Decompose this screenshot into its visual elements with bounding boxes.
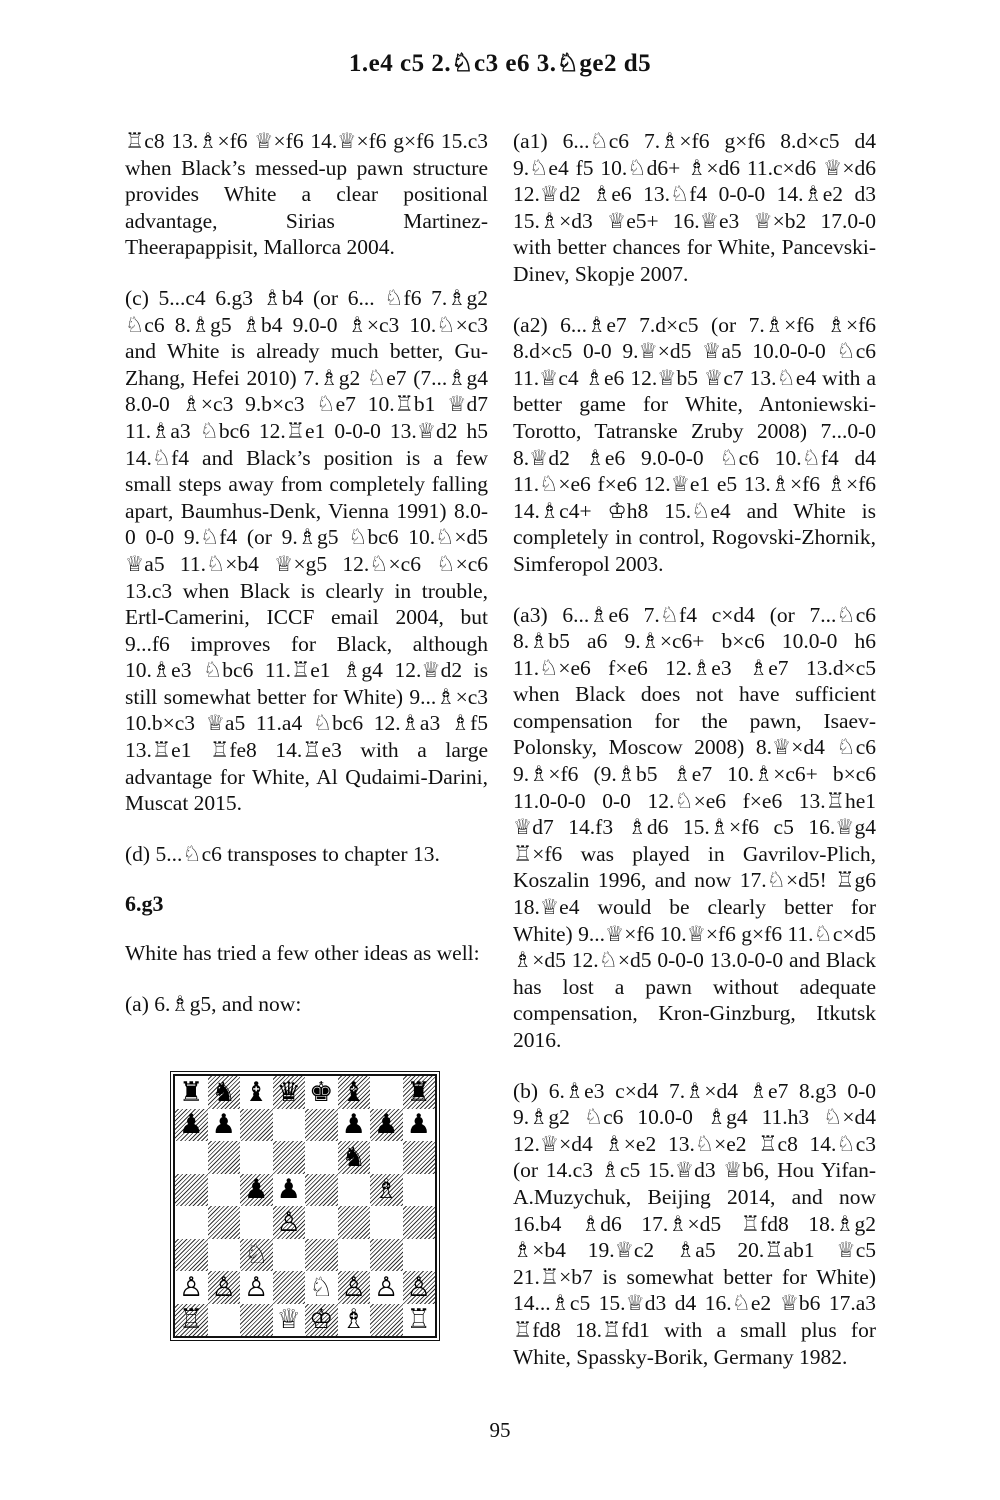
board-square xyxy=(403,1141,436,1174)
chess-piece: ♖ xyxy=(406,1304,431,1336)
board-square xyxy=(273,1141,306,1174)
chess-piece: ♟ xyxy=(276,1174,301,1206)
board-square xyxy=(305,1076,338,1109)
board-square xyxy=(370,1109,403,1142)
board-square xyxy=(338,1174,371,1207)
chess-piece: ♝ xyxy=(341,1076,366,1108)
chess-piece: ♙ xyxy=(341,1271,366,1303)
chess-piece: ♙ xyxy=(211,1271,236,1303)
board-square xyxy=(305,1304,338,1337)
chess-piece: ♔ xyxy=(309,1304,334,1336)
board-square xyxy=(240,1206,273,1239)
board-square xyxy=(273,1206,306,1239)
chess-piece: ♕ xyxy=(276,1304,301,1336)
chess-piece: ♙ xyxy=(244,1271,269,1303)
board-square xyxy=(175,1174,208,1207)
chess-piece: ♗ xyxy=(341,1304,366,1336)
board-square xyxy=(273,1239,306,1272)
page-number: 95 xyxy=(489,1418,511,1442)
chess-piece: ♝ xyxy=(244,1076,269,1108)
board-square xyxy=(208,1304,241,1337)
page-title: 1.e4 c5 2.♘c3 e6 3.♘ge2 d5 xyxy=(348,50,652,77)
board-square xyxy=(208,1271,241,1304)
board-square xyxy=(305,1271,338,1304)
paragraph: (a3) 6...♗e6 7.♘f4 c×d4 (or 7...♘c6 8.♗b5 a6 9.♗×c6+ b×c6 10.0-0 h6 11.♘×e6 f×e6 12.♗e3 ♗e7 13.d×c5 when Black does not have sufficient compensation for the pawn, Isaev-Polonsky, Moscow 2008) 8.♕×d4 ♘c6 9.♗×f6 (9.♗b5 ♗e7 10.♗×c6+ b×c6 11.0-0-0 0-0 12.♘×e6 f×e6 13.♖he1 ♕d7 14.f3 ♗d6 15.♗×f6 c5 16.♕g4 ♖×f6 was played in Gavrilov-Plich, Koszalin 1996, and now 17.♘×d5! ♖g6 18.♕e4 would be clearly better for White) 9...♕×f6 10.♕×f6 g×f6 11.♘c×d5 ♗×d5 12.♘×d5 0-0-0 13.0-0-0 and Black has lost a pawn without adequate compensation, Kron-Ginzburg, Itkutsk 2016. xyxy=(513,602,876,1052)
board-square xyxy=(175,1304,208,1337)
board-square xyxy=(240,1271,273,1304)
board-square xyxy=(370,1174,403,1207)
chess-piece: ♟ xyxy=(374,1109,399,1141)
chess-piece: ♙ xyxy=(179,1271,204,1303)
left-column xyxy=(125,128,488,1041)
board-square xyxy=(240,1141,273,1174)
board-square xyxy=(175,1109,208,1142)
chess-piece: ♖ xyxy=(179,1304,204,1336)
board-square xyxy=(338,1109,371,1142)
board-square xyxy=(273,1271,306,1304)
board-square xyxy=(240,1076,273,1109)
chess-piece: ♙ xyxy=(406,1271,431,1303)
board-square xyxy=(240,1239,273,1272)
chess-piece: ♚ xyxy=(309,1076,334,1108)
board-square xyxy=(305,1174,338,1207)
chess-piece: ♜ xyxy=(179,1076,204,1108)
paragraph: (a1) 6...♘c6 7.♗×f6 g×f6 8.d×c5 d4 9.♘e4 f5 10.♘d6+ ♗×d6 11.c×d6 ♕×d6 12.♕d2 ♗e6 13.♘f4 0-0-0 14.♗e2 d3 15.♗×d3 ♕e5+ 16.♕e3 ♕×b2 17.0-0 with better chances for White, Pancevski-Dinev, Skopje 2007. xyxy=(513,129,876,286)
board-square xyxy=(175,1076,208,1109)
board-square xyxy=(208,1076,241,1109)
paragraph: ♖c8 13.♗×f6 ♕×f6 14.♕×f6 g×f6 15.c3 when Black’s messed-up pawn structure provides White a clear positional advantage, Sirias Martinez-Theerapappisit, Mallorca 2004. xyxy=(125,129,488,260)
board-square xyxy=(370,1304,403,1337)
board-square xyxy=(175,1271,208,1304)
paragraph: (a) 6.♗g5, and now: xyxy=(125,991,302,1016)
board-square xyxy=(273,1076,306,1109)
chess-piece: ♟ xyxy=(406,1109,431,1141)
board-square xyxy=(370,1141,403,1174)
chess-board xyxy=(173,1074,437,1338)
paragraph: (d) 5...♘c6 transposes to chapter 13. xyxy=(125,841,440,866)
board-square xyxy=(370,1271,403,1304)
right-column xyxy=(513,128,876,1394)
board-square xyxy=(370,1206,403,1239)
chess-piece: ♟ xyxy=(211,1109,236,1141)
board-square xyxy=(240,1174,273,1207)
chess-piece: ♗ xyxy=(374,1174,399,1206)
board-square xyxy=(338,1206,371,1239)
paragraph: (a2) 6...♗e7 7.d×c5 (or 7.♗×f6 ♗×f6 8.d×c5 0-0 9.♕×d5 ♕a5 10.0-0-0 ♘c6 11.♕c4 ♗e6 12.♕b5 ♕c7 13.♘e4 with a better game for White, Antoniewski-Torotto, Tatranske Zruby 2008) 7...0-0 8.♕d2 ♗e6 9.0-0-0 ♘c6 10.♘f4 d4 11.♘×e6 f×e6 12.♕e1 e5 13.♗×f6 ♗×f6 14.♗c4+ ♔h8 15.♘e4 and White is completely in control, Rogovski-Zhornik, Simferopol 2003. xyxy=(513,312,876,576)
chess-piece: ♘ xyxy=(309,1271,334,1303)
board-square xyxy=(208,1174,241,1207)
move-heading: 6.g3 xyxy=(125,891,164,917)
chess-piece: ♞ xyxy=(211,1076,236,1108)
board-square xyxy=(175,1239,208,1272)
board-square xyxy=(208,1109,241,1142)
chess-piece: ♞ xyxy=(341,1141,366,1173)
paragraph: (c) 5...c4 6.g3 ♗b4 (or 6... ♘f6 7.♗g2 ♘c6 8.♗g5 ♗b4 9.0-0 ♗×c3 10.♘×c3 and White is already much better, Gu-Zhang, Hefei 2010) 7.♗g2 ♘e7 (7...♗g4 8.0-0 ♗×c3 9.b×c3 ♘e7 10.♖b1 ♕d7 11.♗a3 ♘bc6 12.♖e1 0-0-0 13.♕d2 h5 14.♘f4 and Black’s position is a few small steps away from completely falling apart, Baumhus-Denk, Vienna 1991) 8.0-0 0-0 9.♘f4 (or 9.♗g5 ♘bc6 10.♘×d5 ♕a5 11.♘×b4 ♕×g5 12.♘×c6 ♘×c6 13.c3 when Black is clearly in trouble, Ertl-Camerini, ICCF email 2004, but 9...f6 improves for Black, although 10.♗e3 ♘bc6 11.♖e1 ♗g4 12.♕d2 is still somewhat better for White) 9...♗×c3 10.b×c3 ♕a5 11.a4 ♘bc6 12.♗a3 ♗f5 13.♖e1 ♖fe8 14.♖e3 with a large advantage for White, Al Qudaimi-Darini, Muscat 2015. xyxy=(125,285,488,816)
board-square xyxy=(403,1271,436,1304)
board-square xyxy=(175,1141,208,1174)
board-square xyxy=(370,1239,403,1272)
chess-piece: ♟ xyxy=(244,1174,269,1206)
chess-piece: ♜ xyxy=(406,1076,431,1108)
board-square xyxy=(338,1239,371,1272)
board-square xyxy=(403,1239,436,1272)
board-square xyxy=(403,1109,436,1142)
board-square xyxy=(273,1174,306,1207)
board-square xyxy=(305,1206,338,1239)
board-square xyxy=(208,1206,241,1239)
board-square xyxy=(208,1141,241,1174)
chess-piece: ♙ xyxy=(276,1206,301,1238)
chess-diagram xyxy=(170,1071,440,1341)
board-square xyxy=(175,1206,208,1239)
board-square xyxy=(370,1076,403,1109)
board-square xyxy=(338,1271,371,1304)
board-square xyxy=(403,1076,436,1109)
board-square xyxy=(403,1174,436,1207)
board-square xyxy=(338,1076,371,1109)
paragraph: (b) 6.♗e3 c×d4 7.♗×d4 ♗e7 8.g3 0-0 9.♗g2 ♘c6 10.0-0 ♗g4 11.h3 ♘×d4 12.♕×d4 ♗×e2 13.♘×e2 ♖c8 14.♘c3 (or 14.c3 ♗c5 15.♕d3 ♕b6, Hou Yifan-A.Muzychuk, Beijing 2014, and now 16.b4 ♗d6 17.♗×d5 ♖fd8 18.♗g2 ♗×b4 19.♕c2 ♗a5 20.♖ab1 ♕c5 21.♖×b7 is somewhat better for White) 14...♗c5 15.♕d3 d4 16.♘e2 ♕b6 17.a3 ♖fd8 18.♖fd1 with a small plus for White, Spassky-Borik, Germany 1982. xyxy=(513,1078,876,1369)
paragraph: White has tried a few other ideas as well: xyxy=(125,941,480,966)
board-square xyxy=(208,1239,241,1272)
chess-piece: ♟ xyxy=(179,1109,204,1141)
chess-piece: ♛ xyxy=(276,1076,301,1108)
chess-piece: ♙ xyxy=(374,1271,399,1303)
board-square xyxy=(338,1141,371,1174)
board-square xyxy=(305,1239,338,1272)
chess-piece: ♟ xyxy=(341,1109,366,1141)
board-square xyxy=(273,1109,306,1142)
board-square xyxy=(240,1304,273,1337)
board-square xyxy=(305,1109,338,1142)
chess-piece: ♘ xyxy=(244,1239,269,1271)
board-square xyxy=(273,1304,306,1337)
board-square xyxy=(403,1304,436,1337)
board-square xyxy=(240,1109,273,1142)
board-square xyxy=(305,1141,338,1174)
board-square xyxy=(403,1206,436,1239)
board-square xyxy=(338,1304,371,1337)
